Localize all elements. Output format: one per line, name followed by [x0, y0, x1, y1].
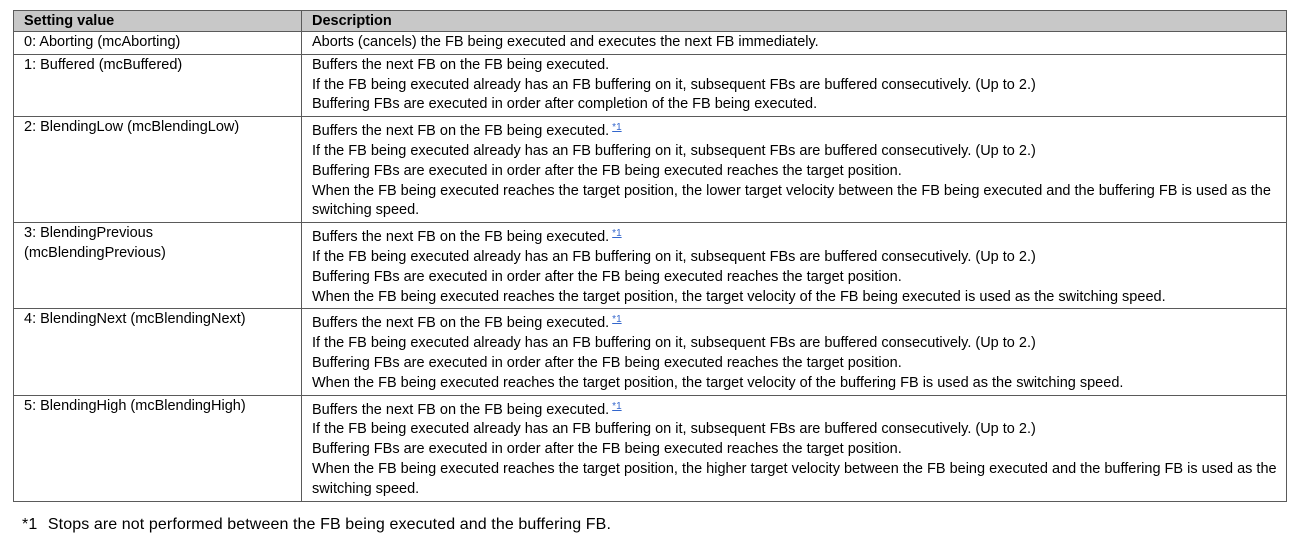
description-line: [312, 95, 1278, 115]
description-line: [312, 440, 1278, 460]
footnote-reference-link[interactable]: *1: [612, 228, 622, 240]
description-text: Buffers the next FB on the FB being executed.: [312, 401, 610, 418]
table-row: [14, 117, 1287, 223]
buffer-mode-table: [13, 10, 1287, 502]
description-text: When the FB being executed reaches the target position, the higher target velocity between the FB being executed and the buffering FB is used as the switching speed.: [312, 460, 1277, 497]
description-text: If the FB being executed already has an FB buffering on it, subsequent FBs are buffered consecutively. (Up to 2.): [312, 76, 1036, 93]
description-text: When the FB being executed reaches the target position, the target velocity of the FB being executed is used as the switching speed.: [312, 288, 1166, 305]
setting-value-cell: 2: BlendingLow (mcBlendingLow): [14, 117, 302, 223]
description-cell: [302, 309, 1287, 395]
description-line: [312, 118, 1278, 142]
setting-value-cell: 5: BlendingHigh (mcBlendingHigh): [14, 395, 302, 501]
description-line: [312, 162, 1278, 182]
table-row: [14, 54, 1287, 116]
description-line: [312, 33, 1278, 53]
footnote-reference-link[interactable]: *1: [612, 400, 622, 412]
table-body: [14, 32, 1287, 502]
description-cell: [302, 223, 1287, 309]
table-row: [14, 309, 1287, 395]
description-line: [312, 76, 1278, 96]
description-line: [312, 142, 1278, 162]
description-text: Buffers the next FB on the FB being executed.: [312, 315, 610, 332]
description-text: If the FB being executed already has an FB buffering on it, subsequent FBs are buffered consecutively. (Up to 2.): [312, 142, 1036, 159]
setting-value-cell: 0: Aborting (mcAborting): [14, 32, 302, 55]
description-cell: [302, 117, 1287, 223]
footnote-reference-link[interactable]: *1: [612, 314, 622, 326]
description-line: [312, 56, 1278, 76]
footnote-mark: *1: [22, 516, 38, 533]
description-line: [312, 224, 1278, 248]
description-text: Buffering FBs are executed in order after the FB being executed reaches the target position.: [312, 162, 902, 179]
table-header-row: [14, 11, 1287, 32]
description-line: [312, 182, 1278, 222]
description-line: [312, 288, 1278, 308]
footnote-reference-link[interactable]: *1: [612, 122, 622, 134]
setting-value-cell: 4: BlendingNext (mcBlendingNext): [14, 309, 302, 395]
description-line: [312, 420, 1278, 440]
description-line: [312, 268, 1278, 288]
description-cell: [302, 32, 1287, 55]
description-line: [312, 310, 1278, 334]
column-header-setting-value: Setting value: [14, 11, 302, 32]
description-line: [312, 354, 1278, 374]
setting-value-cell: 3: BlendingPrevious (mcBlendingPrevious): [14, 223, 302, 309]
description-text: Buffering FBs are executed in order after the FB being executed reaches the target position.: [312, 441, 902, 458]
description-text: If the FB being executed already has an FB buffering on it, subsequent FBs are buffered consecutively. (Up to 2.): [312, 421, 1036, 438]
description-line: [312, 334, 1278, 354]
description-text: When the FB being executed reaches the target position, the lower target velocity between the FB being executed and the buffering FB is used as the switching speed.: [312, 182, 1271, 219]
table-row: [14, 32, 1287, 55]
description-line: [312, 460, 1278, 500]
description-cell: [302, 395, 1287, 501]
description-text: If the FB being executed already has an FB buffering on it, subsequent FBs are buffered consecutively. (Up to 2.): [312, 248, 1036, 265]
description-text: Buffers the next FB on the FB being executed.: [312, 229, 610, 246]
description-text: Buffering FBs are executed in order after the FB being executed reaches the target position.: [312, 268, 902, 285]
description-text: If the FB being executed already has an FB buffering on it, subsequent FBs are buffered consecutively. (Up to 2.): [312, 335, 1036, 352]
description-text: Buffering FBs are executed in order after completion of the FB being executed.: [312, 96, 818, 113]
setting-value-cell: 1: Buffered (mcBuffered): [14, 54, 302, 116]
footnote-text: Stops are not performed between the FB being executed and the buffering FB.: [47, 516, 611, 533]
description-text: Buffers the next FB on the FB being executed.: [312, 123, 610, 140]
description-text: When the FB being executed reaches the target position, the target velocity of the buffering FB is used as the switching speed.: [312, 374, 1124, 391]
description-cell: [302, 54, 1287, 116]
description-line: [312, 374, 1278, 394]
description-line: [312, 248, 1278, 268]
description-text: Buffering FBs are executed in order after the FB being executed reaches the target position.: [312, 354, 902, 371]
description-text: Aborts (cancels) the FB being executed and executes the next FB immediately.: [312, 34, 819, 50]
table-row: [14, 223, 1287, 309]
column-header-description: Description: [302, 11, 1287, 32]
table-row: [14, 395, 1287, 501]
description-line: [312, 397, 1278, 421]
footnote: [22, 516, 611, 534]
description-text: Buffers the next FB on the FB being executed.: [312, 56, 610, 73]
